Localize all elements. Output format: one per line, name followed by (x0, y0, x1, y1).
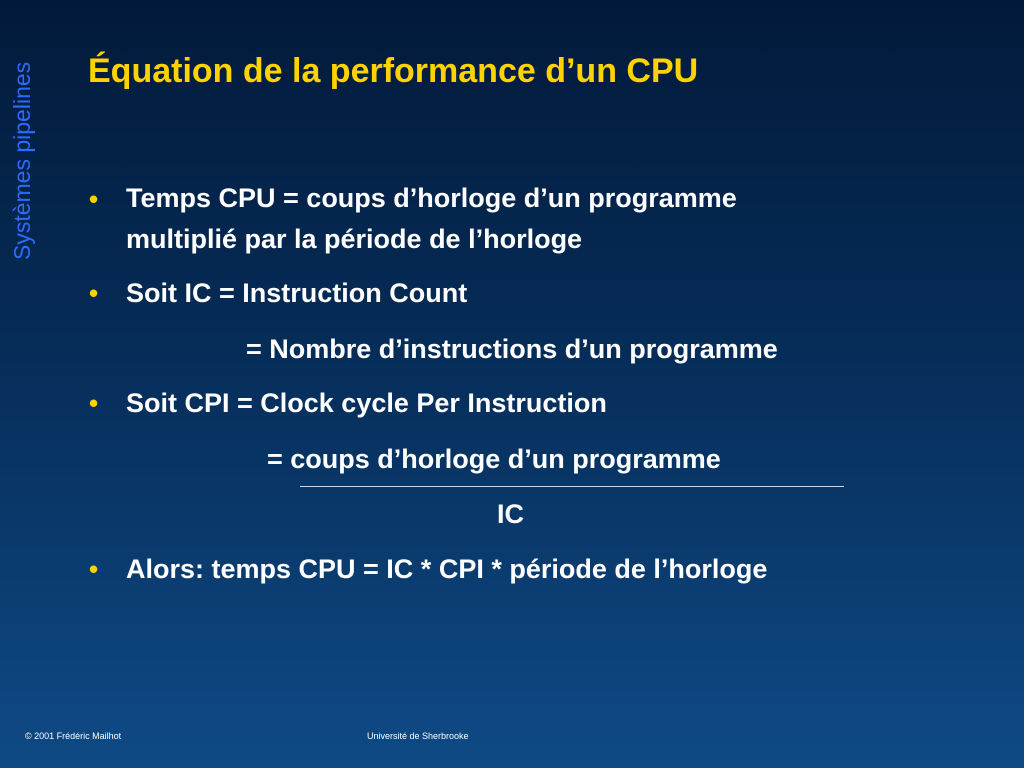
side-title: Systèmes pipelines (9, 61, 35, 260)
bullet-1-line-2: multiplié par la période de l’horloge (126, 224, 583, 254)
fraction-denominator: IC (497, 499, 524, 529)
footer-university: Université de Sherbrooke (367, 731, 469, 741)
bullet-4-line-1: Alors: temps CPU = IC * CPI * période de l’horloge (126, 554, 768, 584)
footer-copyright: © 2001 Frédéric Mailhot (25, 731, 122, 741)
fraction-numerator: = coups d’horloge d’un programme (267, 444, 721, 474)
fraction-rule (300, 486, 844, 487)
bullet-marker: • (89, 184, 99, 214)
bullet-2-line-1: Soit IC = Instruction Count (126, 278, 468, 308)
bullet-marker: • (89, 554, 99, 584)
bullet-marker: • (89, 388, 99, 418)
bullet-1-line-1: Temps CPU = coups d’horloge d’un programme (126, 183, 737, 213)
slide-title: Équation de la performance d’un CPU (88, 52, 699, 90)
bullet-marker: • (89, 278, 99, 308)
bullet-3-line-1: Soit CPI = Clock cycle Per Instruction (126, 388, 607, 418)
bullet-2-continuation: = Nombre d’instructions d’un programme (246, 334, 778, 364)
